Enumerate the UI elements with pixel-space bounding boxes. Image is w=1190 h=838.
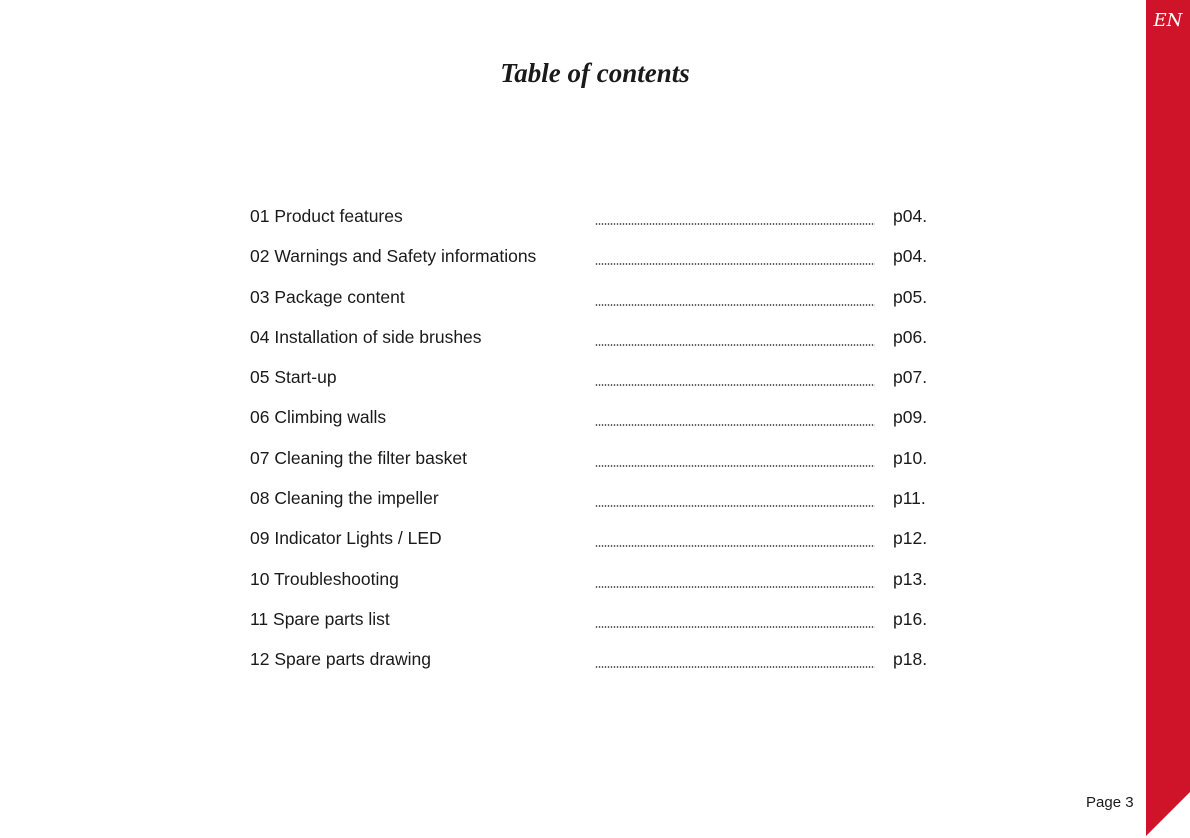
toc-entry-label[interactable]: 10 Troubleshooting (250, 568, 399, 589)
toc-entry-page[interactable]: p04. (893, 246, 928, 267)
toc-entry-label[interactable]: 04 Installation of side brushes (250, 326, 482, 347)
toc-entry[interactable] (250, 599, 940, 639)
toc-entry-label[interactable]: 03 Package content (250, 286, 405, 307)
toc-entry-label[interactable]: 09 Indicator Lights / LED (250, 528, 442, 549)
toc-dot-leader (595, 223, 875, 225)
language-label: EN (1153, 10, 1183, 31)
toc-entry-label[interactable]: 02 Warnings and Safety informations (250, 246, 537, 267)
toc-entry-label[interactable]: 01 Product features (250, 206, 403, 226)
language-tab-corner (1146, 792, 1190, 836)
toc-entry[interactable] (250, 438, 940, 478)
toc-entry-page[interactable]: p04. (893, 206, 928, 226)
language-tab (1146, 0, 1190, 792)
toc-entry-page[interactable]: p18. (893, 649, 928, 670)
page-title: Table of contents (500, 58, 690, 88)
table-of-contents (250, 196, 940, 680)
toc-entry-page[interactable]: p11. (893, 488, 926, 509)
toc-dot-leader (595, 666, 875, 668)
toc-entry-label[interactable]: 05 Start-up (250, 367, 337, 388)
toc-dot-leader (595, 505, 875, 507)
toc-dot-leader (595, 304, 875, 306)
toc-dot-leader (595, 424, 875, 426)
toc-entry[interactable] (250, 559, 940, 599)
toc-entry[interactable] (250, 196, 940, 236)
toc-entry[interactable] (250, 518, 940, 558)
toc-dot-leader (595, 626, 875, 628)
toc-entry-label[interactable]: 12 Spare parts drawing (250, 649, 431, 670)
toc-entry-page[interactable]: p09. (893, 407, 928, 428)
toc-entry-page[interactable]: p07. (893, 367, 928, 388)
toc-entry-label[interactable]: 11 Spare parts list (250, 608, 390, 629)
toc-entry-page[interactable]: p10. (893, 447, 928, 468)
toc-entry-label[interactable]: 08 Cleaning the impeller (250, 488, 439, 509)
toc-entry-label[interactable]: 07 Cleaning the filter basket (250, 447, 467, 468)
toc-dot-leader (595, 263, 875, 265)
toc-entry-page[interactable]: p13. (893, 568, 928, 589)
toc-dot-leader (595, 384, 875, 386)
page-number: Page 3 (1086, 794, 1134, 811)
toc-dot-leader (595, 545, 875, 547)
toc-dot-leader (595, 344, 875, 346)
toc-entry-page[interactable]: p16. (893, 608, 928, 629)
toc-dot-leader (595, 465, 875, 467)
toc-dot-leader (595, 586, 875, 588)
toc-entry[interactable] (250, 357, 940, 397)
toc-entry-label[interactable]: 06 Climbing walls (250, 407, 387, 428)
toc-entry-page[interactable]: p05. (893, 286, 928, 307)
toc-entry[interactable] (250, 317, 940, 357)
toc-entry-page[interactable]: p06. (893, 326, 928, 347)
toc-entry[interactable] (250, 397, 940, 437)
toc-entry[interactable] (250, 236, 940, 276)
toc-entry[interactable] (250, 478, 940, 518)
toc-entry[interactable] (250, 277, 940, 317)
toc-entry[interactable] (250, 639, 940, 679)
toc-entry-page[interactable]: p12. (893, 528, 928, 549)
